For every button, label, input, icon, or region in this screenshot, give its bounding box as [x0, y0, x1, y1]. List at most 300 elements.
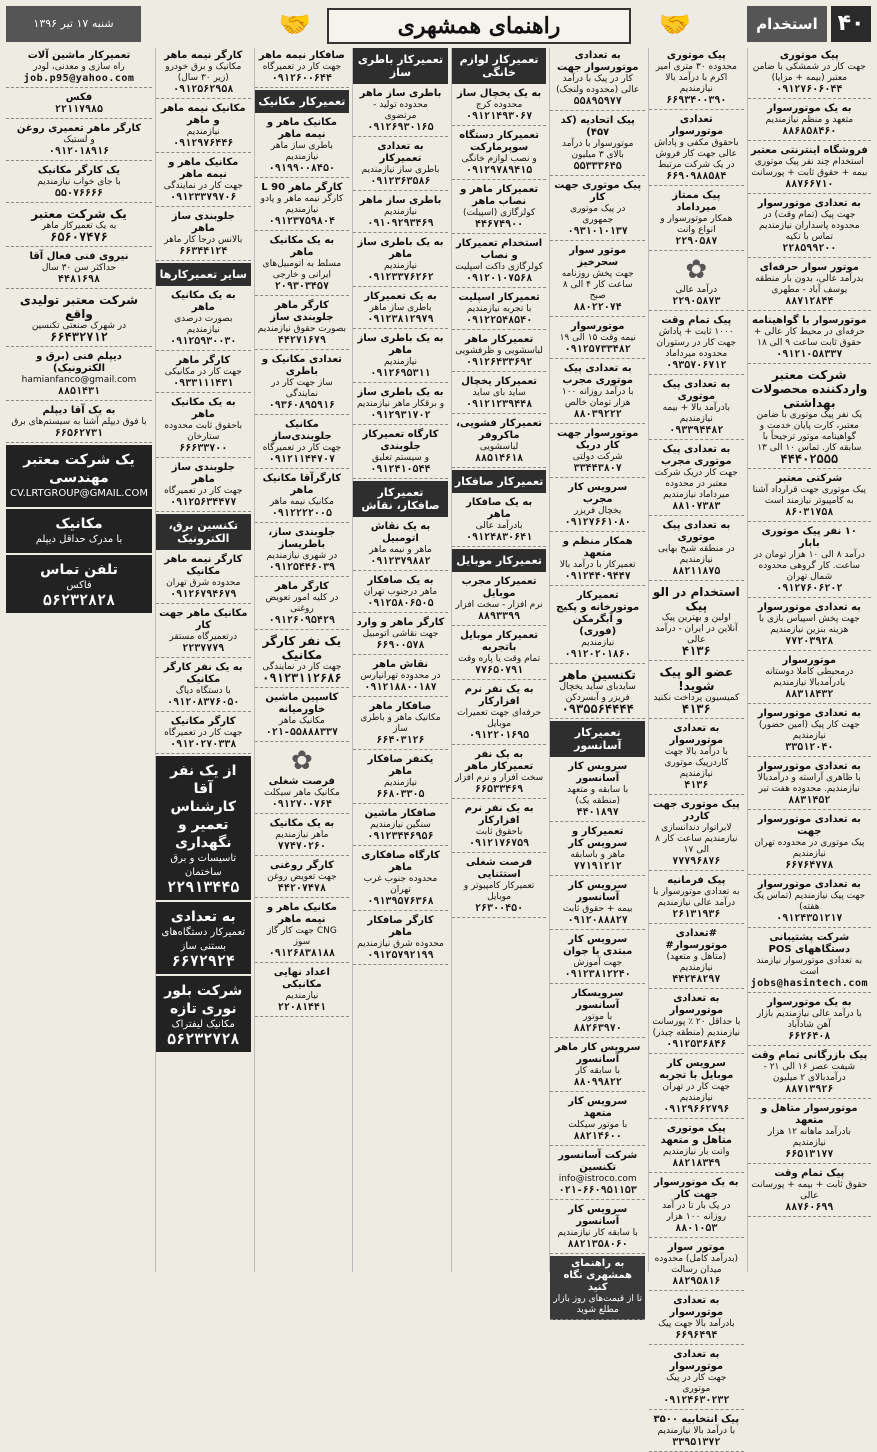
ad-title: فروشگاه اینترنتی معتبر [750, 145, 868, 156]
category-header: تعمیرکار لوازم خانگی [452, 48, 547, 84]
ad-title: به تعدادی موتورسوار [757, 198, 861, 209]
classified-ad [550, 986, 645, 1038]
ad-body: با موتور [583, 1012, 613, 1022]
ad-body: بادرآمد عالی [475, 521, 523, 531]
ad-title: استخدام تعمیرکار و نصاب [455, 238, 543, 261]
ad-title: باطری ساز ماهر [359, 88, 442, 99]
ad-phone: ۰۹۱۲۵۷۳۳۴۸۲ [564, 344, 631, 355]
ad-phone: ۸۸۶۸۵۸۴۶۰ [782, 126, 837, 137]
ad-title: به یک موتورسوار جهت کار [654, 1177, 739, 1200]
classified-ad [6, 403, 152, 443]
classified-ad [550, 113, 645, 176]
classified-ad [156, 460, 251, 512]
ad-title: ۱۰ نفر پیک موتوری بابار [761, 526, 857, 549]
ad-body: با فوق دیپلم آشنا به سیستم‌های برق [11, 417, 147, 427]
ad-body: محدوده کرج [475, 100, 523, 110]
ad-body: جهت کار دریک شرکت معتبر در محدوده میرداماد نیازمندیم [654, 468, 738, 500]
ad-body: کولرگازی (اسپیلت) [462, 208, 536, 218]
ad-title: پیک موتوری متاهل و متعهد [660, 1123, 732, 1146]
ad-title: به تعدادی [170, 909, 236, 925]
classified-ad [156, 48, 251, 99]
ad-body: نیازمندیم [383, 357, 418, 367]
ad-phone: ۰۹۳۳۹۴۴۸۲ [669, 425, 724, 436]
ad-phone: ۶۶۴۳۲۷۱۲ [50, 330, 108, 344]
classified-ad [6, 90, 152, 119]
ad-title: مکانیک نیمه ماهر و ماهر [161, 103, 246, 126]
classified-column [451, 48, 547, 1272]
ad-phone: ۰۹۱۲۶۸۳۸۱۸۸ [268, 948, 335, 959]
classified-ad [649, 1175, 744, 1238]
ad-phone: ۲۲۹۰۵۸۷۳ [672, 296, 721, 307]
ad-phone: ۰۹۱۲۳۳۷۹۷۰۶ [170, 192, 237, 203]
classified-ad [550, 178, 645, 241]
ad-phone: ۸۸۲۱۳۵۸۰۶۰ [567, 1239, 628, 1250]
ad-phone: ۰۹۱۲۰۸۳۷۶۰۵۰ [167, 697, 240, 708]
ad-title: به یک نقاش اتومبیل [370, 521, 431, 544]
ad-body: مکانیک لیفتراک [171, 1019, 235, 1030]
ad-phone: ۰۹۱۲۱۷۶۷۵۹ [468, 838, 530, 849]
ad-phone: ۴۱۳۶ [684, 780, 709, 791]
ad-phone: ۰۹۱۲۶۹۳۰۱۶۵ [367, 122, 434, 133]
ad-title: مکانیک ماهر جهت کار [159, 608, 248, 631]
ad-phone: ۰۲۱-۵۵۸۸۸۳۳۷ [265, 727, 338, 738]
classified-ad [649, 1056, 744, 1119]
classified-ad [6, 48, 152, 88]
classified-ad [255, 579, 350, 630]
ad-phone: ۰۹۱۲۳۷۹۸۸۲ [370, 556, 431, 567]
ad-body: حقوق ثابت + بیمه + پورسانت عالی [751, 1180, 868, 1201]
ad-phone: ۲۲۹۰۵۸۷ [675, 236, 718, 247]
ad-body: حرفه‌ای در محیط کار عالی + حقوق ثابت ساعت ۹ الی ۱۸ [753, 327, 865, 348]
classified-ad [156, 714, 251, 754]
ad-body: جهت کار در نمایندگی [163, 181, 243, 191]
ad-title: موتورسوار با گواهینامه [752, 315, 867, 326]
ad-title: مکانیک [55, 516, 103, 532]
ad-title: مکانیک ماهر و نیمه ماهر [266, 117, 337, 140]
ad-body: در شهرک صنعتی تکنسین [31, 321, 127, 331]
ad-phone: ۰۹۱۲۱۲۳۹۴۴۸ [465, 399, 533, 410]
ad-phone: ۲۲۰۸۱۴۴۱ [277, 1002, 326, 1013]
ad-body: مکانیک نیمه ماهر [269, 497, 334, 507]
ad-title: پیک موتوری [666, 50, 726, 61]
ad-title: موتورسوار متاهل و متعهد [761, 1103, 858, 1126]
classified-ad [156, 353, 251, 393]
ad-body: در شهری نیازمندیم [266, 551, 338, 561]
ad-body: نیازمندیم [581, 638, 615, 648]
ad-phone: ۸۸۷۱۲۸۴۴ [785, 296, 834, 307]
classified-ad [550, 1094, 645, 1146]
ad-body: با تجربه نیازمندیم [466, 304, 532, 314]
ad-body: جهت کار در تعمیرگاه [262, 62, 342, 72]
ad-phone: ۴۴۸۱۶۹۸ [57, 274, 101, 285]
ad-phone: ۴۴۰۱۸۹۷ [576, 807, 619, 818]
ad-phone: ۸۸۵۱۴۶۱۸ [475, 453, 524, 464]
ad-phone: ۰۹۱۲۷۶۰۶۲۰۲ [776, 583, 843, 594]
ad-phone: ۰۲۱-۶۶۰۹۵۱۱۵۳ [558, 1185, 637, 1196]
classified-ad [6, 163, 152, 203]
ad-body: سنگین نیازمندیم [370, 820, 431, 830]
classified-ad [452, 855, 547, 918]
classified-column [648, 48, 744, 1448]
classified-ad [748, 524, 871, 598]
ad-phone: ۴۱۳۶ [681, 702, 711, 716]
classified-ad [649, 991, 744, 1054]
ad-title: عضو الو پیک شوید! [659, 665, 734, 693]
ad-title: شرکت پشتیبانی دستگاههای POS [768, 932, 851, 955]
ad-title: سرویس کار ماهر آسانسور [554, 1042, 641, 1065]
classified-ad [550, 319, 645, 359]
ad-body: بیمه + حقوق ثابت [562, 904, 633, 914]
ad-phone: ۰۹۱۲۳۱۱۲۶۸۶ [262, 671, 342, 685]
ad-phone: ۰۹۱۲۰۸۸۸۲۷ [567, 915, 628, 926]
classified-ad [649, 188, 744, 251]
ad-body: جهت آموزش [573, 958, 623, 968]
ad-phone: ۰۹۱۲۹۷۶۴۴۶ [173, 138, 234, 149]
classified-ad [255, 858, 350, 898]
ad-body: تعمیرکار با درآمد بالا [559, 560, 636, 570]
ad-title: تعدادی موتورسوار [669, 114, 724, 137]
ad-phone: ۰۹۱۲۱۰۵۸۳۳۷ [776, 349, 843, 360]
ad-body: CNG جهت کار گاز سوز [266, 926, 337, 947]
ad-phone: ۶۶۶۳۳۷۰۰ [179, 443, 228, 454]
ad-phone: ۰۹۱۲۰۲۰۱۸۶۰ [564, 649, 631, 660]
ad-body: مکانیک ماهر [278, 716, 325, 726]
ad-body: شیفت عصر ۱۶ الی ۲۱ - درآمدبالای ۲ میلیون [763, 1062, 856, 1083]
ad-phone: ۵۶۲۳۲۷۲۸ [167, 1030, 240, 1048]
ad-phone: ۰۹۱۲۴۸۳۰۶۴۱ [465, 532, 533, 543]
ad-body: راه سازی و معدنی، لودر [33, 62, 125, 72]
ad-body: شرکت دولتی [572, 452, 623, 462]
ad-title: صافکار نیمه ماهر [258, 50, 345, 61]
classified-ad [748, 877, 871, 928]
ad-title: به یک نفر تعمیرکار ماهر [464, 749, 534, 772]
ad-body: در منطقه شیخ بهایی نیازمندیم [657, 544, 735, 565]
ad-phone: ۷۷۱۹۱۲۱۲ [573, 861, 622, 872]
classified-ad [255, 525, 350, 577]
ad-body: نیازمندیم [186, 127, 220, 137]
classified-ad [452, 236, 547, 288]
ad-phone: ۸۸۳۱۴۵۲ [788, 795, 831, 806]
ad-body: با حداقل ۲۰ ٪ پورسانت نیازمندیم (منطقه چیذر) [652, 1017, 741, 1038]
ad-title: کارگر نیمه ماهر [164, 50, 243, 61]
ad-phone: ۰۹۳۱۰۱۰۱۳۷ [567, 226, 628, 237]
ad-title: شرکت معتبر واردکننده محصولات بهداشتی [751, 368, 868, 410]
ad-title: به یک موتورسوار [767, 997, 852, 1008]
ad-phone: ۲۶۱۳۱۹۳۶ [672, 909, 721, 920]
ad-phone: ۰۹۱۲۶۴۳۳۶۹۲ [465, 357, 533, 368]
classified-ad [353, 699, 448, 750]
ad-phone: ۰۹۱۲۳۶۳۵۸۶ [370, 176, 431, 187]
classified-ad [452, 182, 547, 234]
classified-ad [255, 965, 350, 1017]
ad-title: صافکار ماهر [369, 701, 432, 712]
ad-title: #تعدادی موتورسوار# [665, 928, 728, 951]
ad-body: باطری ساز نیازمندیم [361, 165, 440, 175]
ad-phone: ۴۴۲۷۱۶۷۹ [277, 335, 326, 346]
ad-phone: ۰۹۱۲۹۶۶۲۷۹۶ [663, 1104, 730, 1115]
ad-body: در پیک موتوری جمهوری [570, 204, 626, 225]
classified-column [352, 48, 448, 1272]
ad-title: کارگر ماهر 90 L [261, 182, 343, 193]
classified-ad [649, 1347, 744, 1410]
ad-title: پیک تمام وقت [661, 315, 732, 326]
ad-title: تعمیرکار فشویی، ماکروفر [456, 418, 543, 441]
ad-title: به تعدادی موتورسوار [757, 879, 861, 890]
ad-body: ساز جهت کار در نمایندگی [271, 378, 333, 399]
classified-ad [649, 797, 744, 871]
ad-phone: ۰۹۱۲۳۸۱۲۹۷۹ [367, 314, 434, 325]
ad-phone: ۸۸۲۱۴۶۰۰ [573, 1131, 622, 1142]
classified-ad [649, 663, 744, 719]
ad-body: نیازمندیم [383, 778, 418, 788]
ad-phone: ۰۹۳۶۰۸۹۵۹۱۶ [268, 400, 335, 411]
ad-phone: ۰۹۱۲۵۸۰۶۵۰۵ [367, 598, 434, 609]
ad-phone: ۰۹۱۹۹۰۰۸۴۵۰ [268, 163, 335, 174]
ad-body: درتعمیرگاه مستقر [169, 632, 238, 642]
classified-ad [748, 101, 871, 141]
classified-column [549, 48, 645, 1315]
ad-title: به یک یخچال ساز [456, 88, 542, 99]
classified-ad [255, 352, 350, 415]
ad-phone: ۶۶۴۰۳۱۲۶ [376, 735, 425, 746]
ad-phone: ۶۶۹۰۰۵۷۸ [376, 640, 425, 651]
ad-title: به یک مکانیک [269, 818, 335, 829]
ad-body: مکانیک و برق خودرو (زیر ۳۰ سال) [165, 62, 242, 83]
ad-body: مکانیک ماهر سیکلت [263, 788, 340, 798]
classified-ad [156, 288, 251, 351]
ad-title: کارگر نیمه ماهر مکانیک [164, 554, 243, 577]
classified-ad [550, 1040, 645, 1092]
ad-body: باطری ساز ماهر نیازمندیم [270, 141, 333, 162]
classified-column [6, 48, 152, 1272]
ad-phone: ۶۶۵۳۳۴۶۹ [475, 784, 524, 795]
ad-phone: ۶۶۹۰۹۸۸۵۸۴ [666, 171, 727, 182]
ad-phone: ۸۸۳۱۸۴۳۲ [785, 689, 834, 700]
ad-title: موتور سوار حرفه‌ای [759, 262, 859, 273]
ad-title: پیک تمام وقت [774, 1168, 845, 1179]
section-label: استخدام [747, 6, 827, 42]
ad-title: پیک موتوری [779, 50, 839, 61]
ad-body: بصورت درصدی نیازمندیم [174, 314, 233, 335]
ad-title: مکانیک ماهر و نیمه ماهر [266, 902, 337, 925]
ad-body: همکار موتورسوار و انواع وانت [660, 214, 733, 235]
ad-body: تاسیسات و برق ساختمان [170, 853, 237, 878]
ad-body: سخت افزار و نرم افزار [454, 773, 544, 783]
ad-phone: ۶۵۶۰۷۴۷۶ [50, 230, 108, 244]
category-header: تعمیرکار صافکار [452, 470, 547, 493]
ad-body: ماهر درجنوب تهران [363, 587, 438, 597]
ad-body: بالانس درجا کار ماهر [164, 235, 243, 245]
ad-title: کارگر مکانیک [170, 716, 236, 727]
ad-phone: ۵۵۳۳۳۶۴۵ [573, 161, 622, 172]
classified-ad [748, 471, 871, 522]
ad-phone: ۰۹۱۲۶۰۰۶۴۴ [271, 73, 332, 84]
ad-body: با درآمد بالا جهت کاردرپیک موتوری نیازمندیم [664, 747, 729, 779]
classified-ad [353, 427, 448, 479]
ad-phone: ۰۹۱۲۷۶۶۱۰۸۰ [564, 517, 631, 528]
ad-title: کارگر صافکار ماهر [367, 915, 434, 938]
ad-phone: ۰۹۱۲۱۴۹۳۰۶۷ [465, 111, 533, 122]
ad-title: یکنفر صافکار ماهر [367, 754, 434, 777]
classified-ad [748, 706, 871, 757]
ad-body: ماهر و باسابقه [570, 850, 626, 860]
ad-body: جهت کار در پیک موتوری [666, 1373, 727, 1394]
classified-ad [550, 426, 645, 478]
classified-column [254, 48, 350, 1272]
ad-body: تمام وقت یا پاره وقت [458, 654, 541, 664]
ad-title: به یک مکانیک ماهر [170, 290, 236, 313]
classified-ad [748, 313, 871, 364]
classified-ad [748, 995, 871, 1046]
page-number: ۴۰ [831, 6, 871, 42]
ad-body: نیازمندیم [285, 991, 319, 1001]
ad-phone: ۶۶۳۴۴۱۲۴ [179, 246, 228, 257]
ad-body: به یک تعمیرکار ماهر [41, 221, 117, 231]
publication-title: راهنمای همشهری [327, 8, 631, 44]
classified-ad [156, 606, 251, 658]
handshake-icon: 🤝 [278, 10, 311, 40]
ad-title: تعمیرکار موتورخانه و پکیج و آبگرمکن (فوری) [556, 590, 640, 637]
ad-body: ماهر و نیمه ماهر [369, 545, 432, 555]
ad-phone: ۷۷۶۵۰۷۹۱ [475, 665, 524, 676]
ad-title: به تعدادی موتورسوار جهت [757, 814, 861, 837]
ad-phone: ۰۹۱۲۵۳۶۸۴۶ [666, 1039, 727, 1050]
ad-body: و نصب لوازم خانگی [461, 154, 537, 164]
ad-phone: ۴۴۲۴۸۲۹۷ [672, 974, 721, 985]
ad-phone: ۰۹۱۲۳۳۷۶۲۶۲ [367, 272, 434, 283]
classified-ad [748, 143, 871, 194]
classified-ad [255, 180, 350, 231]
ad-title: موتور سوار سحرخیز [569, 245, 627, 268]
ad-body: با درآمد روزانه ۱۰۰ هزار تومان خالص [561, 387, 634, 408]
ad-body: پیک موتوری جهت قرارداد آشنا به کامپیوتر نیازمند است [752, 485, 867, 506]
ad-title: کارگر ماهر [274, 581, 329, 592]
ad-title: سرویس کار موبایل با تجربه [659, 1058, 734, 1081]
ad-phone: ۷۷۴۷۰۲۶۰ [277, 841, 326, 852]
classified-ad [550, 759, 645, 822]
ad-phone: ۲۲۹۱۳۴۴۵ [167, 878, 240, 896]
ad-phone: ۰۹۱۲۳۷۵۹۸۰۴ [268, 216, 335, 227]
ad-body: (بدرآمد کامل) محدوده میدان رسالت [654, 1254, 739, 1275]
flower-icon: ✿ [685, 255, 708, 285]
ad-title: کاسپین ماشین خاورمیانه [265, 692, 339, 715]
classified-ad [255, 471, 350, 523]
ad-body: باطری ساز ماهر [369, 303, 432, 313]
ad-phone: ۰۹۱۲۲۵۴۸۵۴۰ [465, 315, 533, 326]
classified-ad [748, 260, 871, 311]
ad-title: فرصت شغلی [268, 776, 335, 787]
ad-title: استخدام در الو پیک [652, 585, 740, 613]
classified-ad [550, 243, 645, 317]
ad-phone: ۰۹۳۵۵۶۴۴۴۴ [561, 702, 634, 716]
ad-title: پیک انتخابیه ۳۵۰۰ [653, 1414, 740, 1425]
ad-body: درمحیطی کاملا دوستانه بادرآمدبالا نیازمندیم [765, 667, 854, 688]
ad-title: به یک تعمیرکار [364, 291, 437, 302]
classified-ad [255, 115, 350, 178]
classified-ad [156, 395, 251, 458]
classified-ad [353, 193, 448, 233]
classified-ad [649, 926, 744, 989]
ad-title: به یک آقا دیپلم [42, 405, 116, 416]
classified-ad [550, 1202, 645, 1254]
ad-title: به تعدادی موتورسوار [757, 761, 861, 772]
ad-body: و برقکار ماهر نیازمندیم [356, 399, 445, 409]
ad-phone: ۵۶۲۳۲۸۲۸ [42, 591, 116, 609]
ad-phone: ۴۴۴۰۲۵۵۵ [780, 452, 839, 466]
ad-title: موتورسوار جهت کار دریک [557, 428, 639, 451]
ad-body: جهت تعویض روغن [267, 872, 337, 882]
classified-ad [452, 801, 547, 853]
ad-phone: ۸۸۲۱۱۸۷۵ [672, 566, 721, 577]
category-header: تعمیرکار آسانسور [550, 721, 645, 757]
ad-phone: ۰۹۱۲۳۴۴۶۹۵۶ [367, 831, 434, 842]
ad-body: کمیسیون پرداخت نکنید [653, 693, 740, 703]
ad-body: جهت کار در شمشکی با ضامن معتبر (بیمه + مزایا) [752, 62, 866, 83]
ad-title: سرویس کار متعهد [568, 1096, 628, 1119]
ad-body: به تعدادی موتورسوار نیازمند است [756, 956, 863, 977]
ad-title: به یک صافکار [367, 575, 434, 586]
ad-body: با ظاهری آراسته و درآمدبالا نیازمندیم. محدوده هفت تیر [757, 773, 861, 794]
classified-ad [748, 759, 871, 810]
classified-ad [550, 48, 645, 111]
ad-title: جلوبندی ساز، باطریساز [268, 527, 336, 550]
classified-ad [452, 374, 547, 414]
ad-phone: ۸۸۲۶۳۹۷۰ [573, 1023, 622, 1034]
ad-title: تکنسین ماهر [559, 668, 636, 682]
ad-phone: ۷۷۲۰۳۹۲۸ [785, 636, 834, 647]
ad-phone: ۴۱۳۶ [681, 644, 711, 658]
ad-title: مکانیک جلوبندی‌ساز [272, 419, 332, 442]
ad-body: جهت پیک نیازمندیم (تماس یک هفته) [753, 891, 866, 912]
ad-phone: ۷۷۷۹۶۸۷۶ [672, 856, 721, 867]
ad-title: تعمیرکار اسپلیت [458, 292, 540, 303]
classified-ad [353, 848, 448, 911]
classified-ad [353, 752, 448, 804]
ad-title: کارگرآقا مکانیک ماهر [262, 473, 342, 496]
ad-title: به یک مکانیک ماهر [269, 235, 335, 258]
ad-body: info@istroco.com [558, 1174, 637, 1184]
ad-title: به تعدادی موتورسوار [757, 602, 861, 613]
ad-body: با سابقه و متعهد (منطقه یک) [567, 785, 629, 806]
ad-phone: ۰۹۱۰۹۲۹۳۴۶۹ [367, 218, 434, 229]
ad-title: به راهنمای همشهری نگاه کنید [563, 1258, 632, 1293]
ad-title: کارگر ماهر و وارد [356, 617, 445, 628]
ad-body: استخدام چند نفر پیک موتوری بیمه + حقوق ثابت + پورسانت [751, 157, 868, 178]
ad-phone: ۲۶۳۰۰۴۵۰ [475, 903, 524, 914]
ad-body: با درآمد بالا نیازمندیم [657, 1426, 736, 1436]
ad-body: محدوده شرق تهران [166, 578, 241, 588]
display-ad [6, 555, 152, 613]
ad-body: با سابقه کار [575, 1066, 620, 1076]
classified-ad [156, 552, 251, 604]
classified-ad [649, 518, 744, 581]
ad-phone: ۰۹۱۲۷۶۰۶۰۴۴ [776, 84, 843, 95]
display-ad [156, 902, 251, 974]
classified-ad [550, 666, 645, 719]
ad-body: یخچال فریزر [574, 506, 622, 516]
display-ad [156, 756, 251, 900]
ad-title: موتورسوار [782, 655, 837, 666]
ad-body: جهت پخش اسپیاس بازی با هزینه بنزین نیازمندیم [758, 614, 860, 635]
classified-ad [255, 690, 350, 742]
issue-date: شنبه ۱۷ تیر ۱۳۹۶ [6, 6, 141, 42]
ad-phone: ۰۹۱۲۱۱۴۴۷۰۷ [268, 454, 335, 465]
ad-body: متعهد و منظم نیازمندیم [765, 115, 854, 125]
ad-body: جهت کار در تعمیرگاه [164, 486, 243, 496]
ad-body: ساید بای ساید [472, 388, 526, 398]
ad-phone: ۰۹۱۲۷۰۰۷۶۴ [271, 799, 332, 810]
ad-phone: ۰۹۱۲۴۳۵۱۲۱۷ [776, 913, 843, 924]
